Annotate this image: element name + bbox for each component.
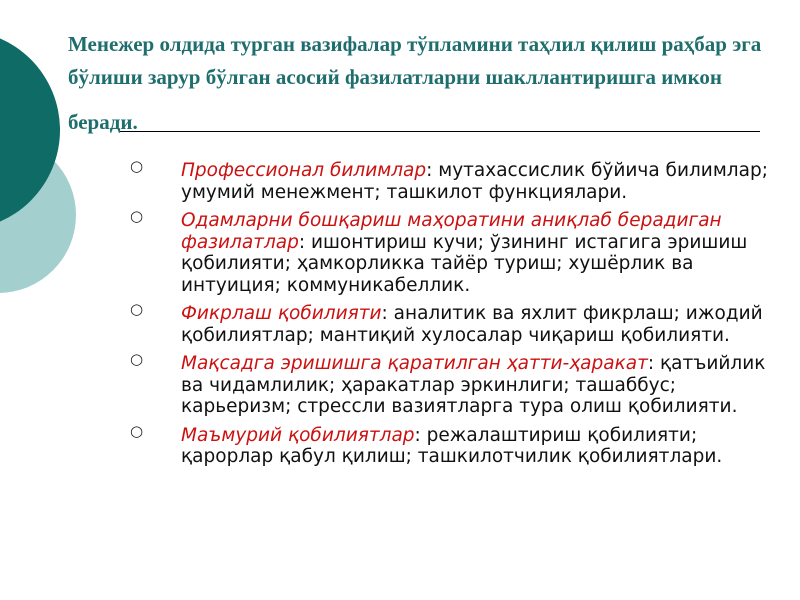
item-text: : ишонтириш кучи; ўзининг истагига эришиш қобилияти; ҳамкорликка тайёр туриш; хушёрлик ва интуиция; коммуникабеллик.: [181, 231, 748, 296]
qualities-list: [130, 157, 770, 475]
item-text: : қатъийлик ва чидамлилик; ҳаракатлар эркинлиги; ташаббус; карьеризм; стрессли вазиятларга тура олиш қобилияти.: [181, 353, 766, 417]
item-text: : аналитик ва яхлит фикрлаш; ижодий қобилиятлар; мантиқий хулосалар чиқариш қобилияти.: [181, 303, 763, 346]
list-item: [130, 207, 770, 296]
list-item: [130, 157, 770, 203]
item-term: Одамларни бошқариш маҳоратини аниқлаб берадиган фазилатлар: [181, 210, 722, 253]
list-item: [130, 421, 770, 468]
list-item: [130, 350, 770, 418]
bullet-circle-icon: ○: [130, 300, 144, 318]
title-line-2: бўлиши зарур бўлган асосий фазилатларни шакллантиришга имкон: [68, 65, 723, 89]
item-term: Маъмурий қобилиятлар: [181, 424, 415, 446]
item-text: : режалаштириш қобилияти; қарорлар қабул қилиш; ташкилотчилик қобилиятлари.: [181, 424, 723, 467]
item-term: Профессионал билимлар: [181, 160, 427, 181]
bullet-circle-icon: ○: [130, 207, 144, 225]
bullet-circle-icon: ○: [130, 421, 144, 440]
bullet-circle-icon: ○: [130, 350, 144, 368]
list-item: [130, 300, 770, 346]
slide-title: [68, 28, 768, 139]
title-divider: [120, 131, 760, 132]
item-term: Фикрлаш қобилияти: [181, 303, 382, 324]
item-term: Мақсадга эришишга қаратилган ҳатти-ҳаракат: [181, 353, 648, 374]
bullet-circle-icon: ○: [130, 157, 144, 175]
title-line-1: Менежер олдида турган вазифалар тўпламини таҳлил қилиш раҳбар эга: [68, 32, 762, 56]
item-text: : мутахассислик бўйича билимлар; умумий менежмент; ташкилот функциялари.: [181, 160, 768, 203]
title-line-3: беради.: [68, 110, 138, 134]
